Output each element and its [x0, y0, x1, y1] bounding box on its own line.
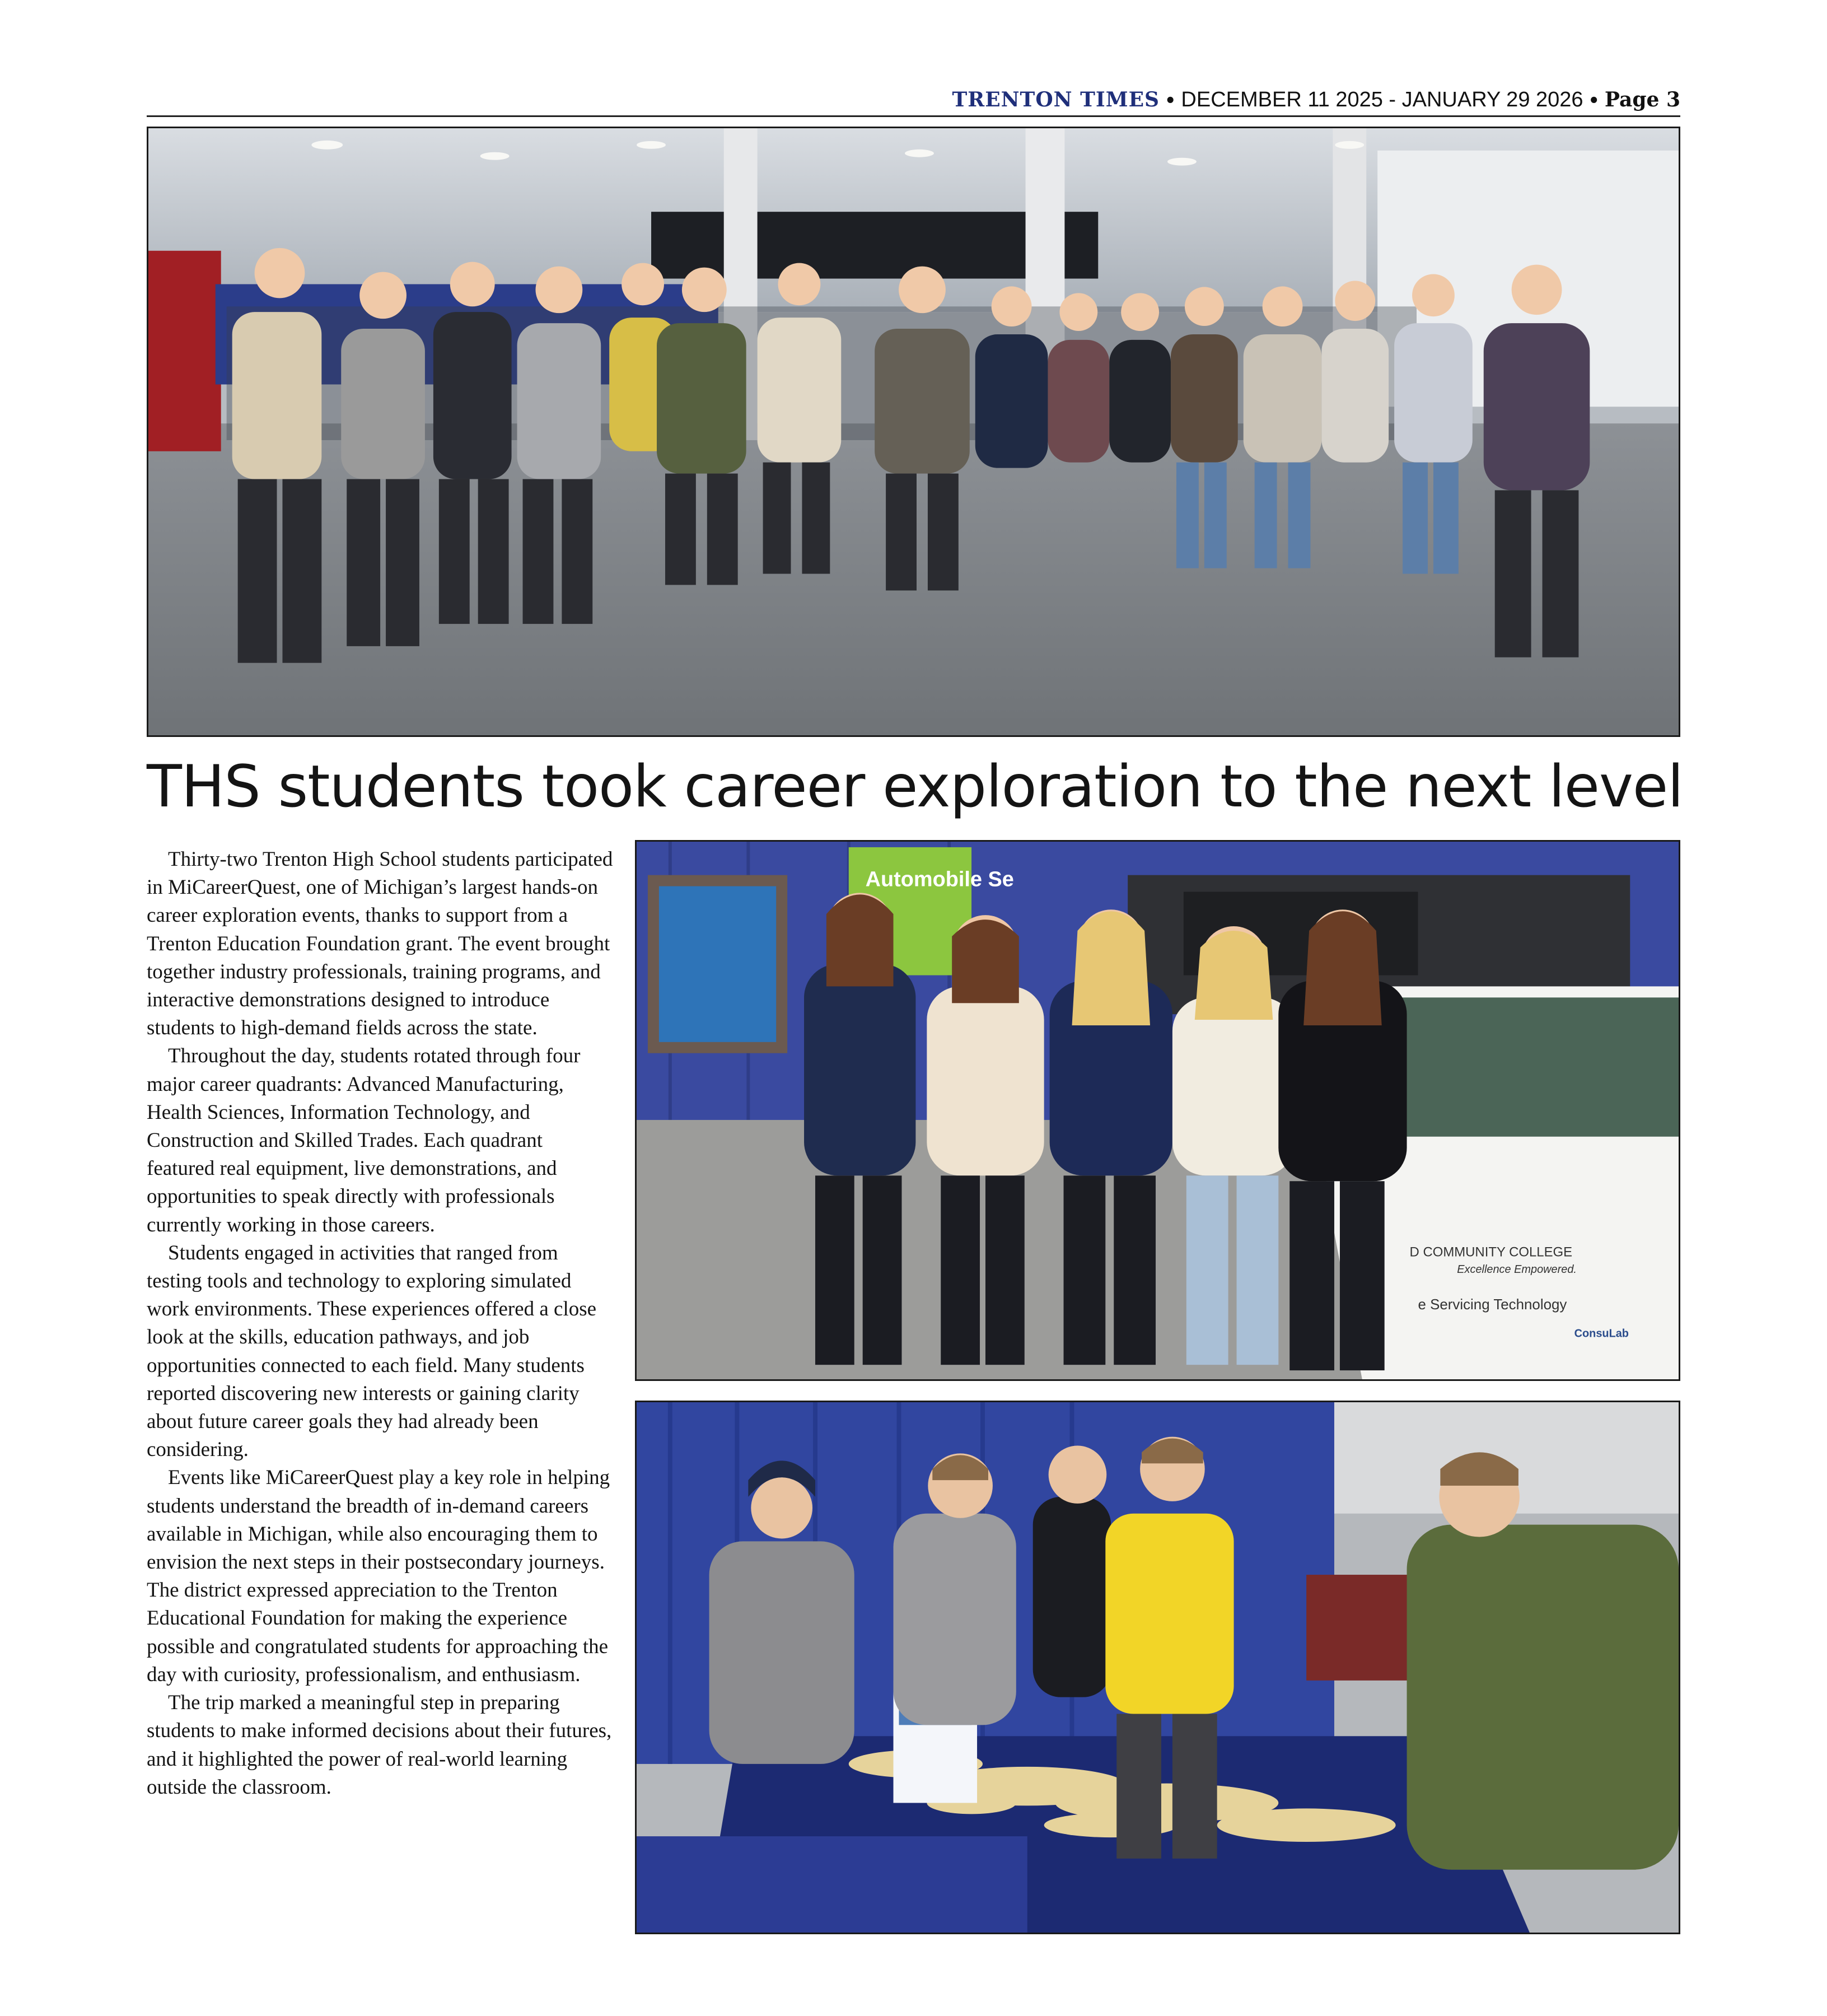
bullet-separator: •: [1166, 87, 1175, 113]
article-paragraph: Events like MiCareerQuest play a key role in helping students understand the breadth of in-demand careers available in Michigan, while also encouraging them to envision the next steps in their postsecondary journeys. The district expressed appreciation to the Trenton Educational Foundation for making the experience possible and congratulated students for approaching the day with curiosity, professionalism, and enthusiasm.: [147, 1466, 610, 1686]
newspaper-name: TRENTON TIMES: [952, 88, 1160, 111]
car-decal-logo: ConsuLab: [1574, 1327, 1629, 1340]
woodworking-demo-photo: [635, 1401, 1680, 1934]
masthead-rule: [147, 115, 1680, 117]
page-number: Page 3: [1604, 88, 1680, 111]
car-decal-text: D COMMUNITY COLLEGE: [1409, 1244, 1573, 1260]
article-body: [147, 846, 615, 1802]
article-paragraph: Students engaged in activities that ranged from testing tools and technology to exploring simulated work environments. These experiences offered a close look at the skills, education pathways, and job opportunities connected to each field. Many students reported discovering new interests or gaining clarity about future career goals they had already been considering.: [147, 1241, 597, 1462]
bullet-separator: •: [1590, 87, 1598, 113]
article-paragraph: Thirty-two Trenton High School students participated in MiCareerQuest, one of Michigan’s largest hands-on career exploration events, thanks to support from a Trenton Education Foundation grant. The event brought together industry professionals, training programs, and interactive demonstrations designed to introduce students to high-demand fields across the state.: [147, 848, 613, 1040]
car-decal-tagline: Excellence Empowered.: [1457, 1263, 1577, 1276]
article-headline: THS students took career exploration to the next level: [147, 753, 1683, 820]
article-paragraph: The trip marked a meaningful step in preparing students to make informed decisions about their futures, and it highlighted the power of real-world learning outside the classroom.: [147, 1691, 612, 1799]
group-photo: [147, 127, 1680, 737]
issue-dates: DECEMBER 11 2025 - JANUARY 29 2026: [1181, 87, 1583, 111]
masthead: [147, 84, 1680, 115]
booth-sign-text: Automobile Se: [865, 867, 1014, 892]
students-by-car-photo: [635, 840, 1680, 1381]
car-decal-program: e Servicing Technology: [1418, 1296, 1567, 1313]
article-paragraph: Throughout the day, students rotated through four major career quadrants: Advanced Manufacturing, Health Sciences, Information Technology, and Construction and Skilled Trades. Each quadrant featured real equipment, live demonstrations, and opportunities to speak directly with professionals currently working in those careers.: [147, 1044, 581, 1236]
